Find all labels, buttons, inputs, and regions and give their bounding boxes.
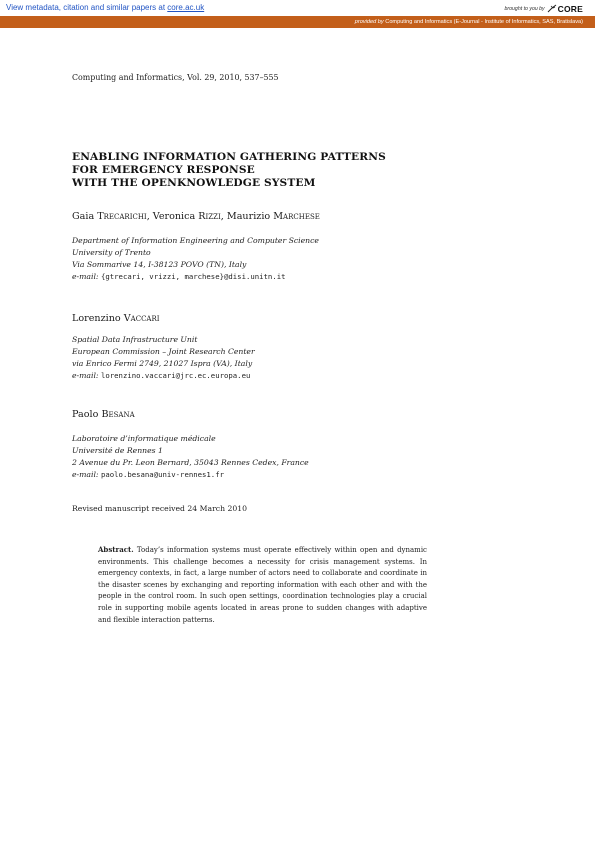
affiliation-line: Université de Rennes 1 xyxy=(72,446,163,456)
core-logo-text: CORE xyxy=(557,4,583,14)
email-address[interactable]: lorenzino.vaccari@jrc.ec.europa.eu xyxy=(100,371,251,381)
abstract-label: Abstract. xyxy=(98,545,134,554)
email-line xyxy=(72,469,309,481)
affiliation-block xyxy=(72,433,309,481)
provided-by-line[interactable] xyxy=(355,17,583,27)
affiliation-line: European Commission – Joint Research Center xyxy=(72,347,255,357)
brought-to-you-by[interactable] xyxy=(505,2,583,16)
author-last-name: Vaccari xyxy=(123,313,160,324)
author-first-name: Veronica xyxy=(152,211,196,222)
core-ac-uk-link[interactable]: core.ac.uk xyxy=(167,3,205,12)
affiliation-block xyxy=(72,334,255,382)
author-first-name: Paolo xyxy=(72,409,99,420)
provided-by-label: provided by xyxy=(354,19,384,25)
journal-reference: Computing and Informatics, Vol. 29, 2010, 537–555 xyxy=(72,73,279,82)
author-first-name: Lorenzino xyxy=(72,313,121,324)
core-provided-bar xyxy=(0,16,595,28)
author-line xyxy=(72,313,160,324)
core-metadata-line xyxy=(6,3,204,12)
author-line: Gaia Trecarichi, Veronica Rizzi, Maurizio Marchese xyxy=(72,211,320,222)
provided-by-source: Computing and Informatics (E-Journal - Institute of Informatics, SAS, Bratislava) xyxy=(383,19,583,25)
affiliation-line: Laboratoire d’informatique médicale xyxy=(72,434,216,443)
author-last-name: Besana xyxy=(101,409,135,420)
author-last-name: Marchese xyxy=(273,211,320,222)
title-line: WITH THE OPENKNOWLEDGE SYSTEM xyxy=(72,176,316,189)
author-last-name: Trecarichi xyxy=(97,211,147,222)
author-line xyxy=(72,409,135,420)
brought-by-text: brought to you by xyxy=(504,6,545,12)
core-logo-icon xyxy=(547,4,557,14)
affiliation-line: Department of Information Engineering and Computer Science xyxy=(72,236,319,245)
email-address[interactable]: paolo.besana@univ-rennes1.fr xyxy=(100,470,224,480)
email-line xyxy=(72,370,255,382)
core-banner xyxy=(0,0,595,16)
author-first-name: Gaia xyxy=(72,211,95,222)
affiliation-line: Via Sommarive 14, I-38123 POVO (TN), Italy xyxy=(72,260,247,270)
email-label: e-mail: xyxy=(72,470,99,480)
affiliation-line: Spatial Data Infrastructure Unit xyxy=(72,335,198,344)
affiliation-line: University of Trento xyxy=(72,248,151,258)
author-last-name: Rizzi xyxy=(198,211,221,222)
email-label: e-mail: xyxy=(72,371,99,381)
paper-title xyxy=(72,151,386,189)
affiliation-block xyxy=(72,235,319,283)
email-address[interactable]: {gtrecari, vrizzi, marchese}@disi.unitn.it xyxy=(100,272,286,282)
abstract-text: Today’s information systems must operate effectively within open and dynamic environments. This challenge becomes a necessity for crisis management systems. In emergency contexts, in fact, a large number of actors need to collaborate and coordinate in the disaster scenes by exchanging and reporting information with each other and with the people in the control room. In such open settings, coordination technologies play a crucial role in supporting mobile agents located in areas prone to sudden changes with adaptive and flexible interaction patterns. xyxy=(98,546,427,624)
email-label: e-mail: xyxy=(72,272,99,282)
email-line xyxy=(72,271,319,283)
affiliation-line: via Enrico Fermi 2749, 21027 Ispra (VA), Italy xyxy=(72,359,253,369)
author-first-name: Maurizio xyxy=(226,211,271,222)
affiliation-line: 2 Avenue du Pr. Leon Bernard, 35043 Rennes Cedex, France xyxy=(72,458,309,468)
core-link-prefix: View metadata, citation and similar papers at xyxy=(6,3,168,12)
revised-manuscript-date: Revised manuscript received 24 March 2010 xyxy=(72,504,248,513)
abstract xyxy=(98,544,427,626)
title-line: FOR EMERGENCY RESPONSE xyxy=(72,163,255,176)
title-line: ENABLING INFORMATION GATHERING PATTERNS xyxy=(72,151,386,163)
